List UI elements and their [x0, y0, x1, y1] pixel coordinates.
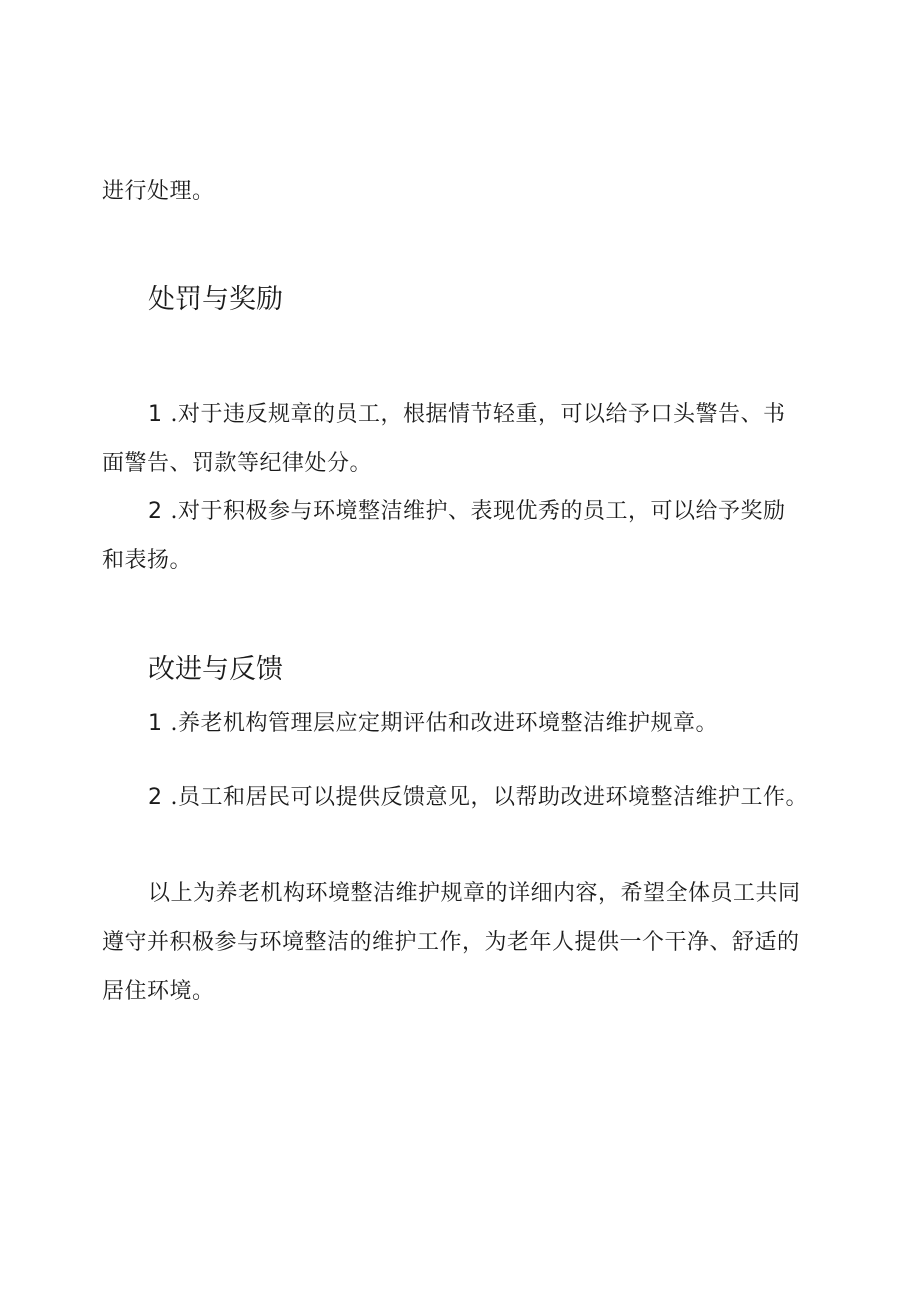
conclusion-line-1: 以上为养老机构环境整洁维护规章的详细内容，希望全体员工共同 [148, 881, 801, 906]
improve-item-1 [148, 709, 718, 739]
section-title-penalty: 处罚与奖励 [148, 284, 283, 315]
section-title-improve: 改进与反馈 [148, 654, 283, 685]
penalty-item-1-continuation: 面警告、罚款等纪律处分。 [102, 451, 373, 476]
item-text: .养老机构管理层应定期评估和改进环境整洁维护规章。 [170, 711, 718, 736]
item-number: 2 [148, 785, 163, 810]
item-text: .员工和居民可以提供反馈意见，以帮助改进环境整洁维护工作。 [170, 785, 808, 810]
conclusion-line-2: 遵守并积极参与环境整洁的维护工作，为老年人提供一个干净、舒适的 [102, 930, 800, 955]
penalty-item-2 [148, 497, 786, 527]
penalty-item-2-continuation: 和表扬。 [102, 548, 193, 573]
penalty-item-1 [148, 400, 786, 430]
item-text: .对于违反规章的员工，根据情节轻重，可以给予口头警告、书 [170, 402, 786, 427]
item-text: .对于积极参与环境整洁维护、表现优秀的员工，可以给予奖励 [170, 499, 786, 524]
improve-item-2 [148, 783, 808, 813]
item-number: 1 [148, 402, 163, 427]
item-number: 2 [148, 499, 163, 524]
item-number: 1 [148, 711, 163, 736]
conclusion-line-3: 居住环境。 [102, 979, 215, 1004]
continuation-text: 进行处理。 [102, 179, 215, 204]
